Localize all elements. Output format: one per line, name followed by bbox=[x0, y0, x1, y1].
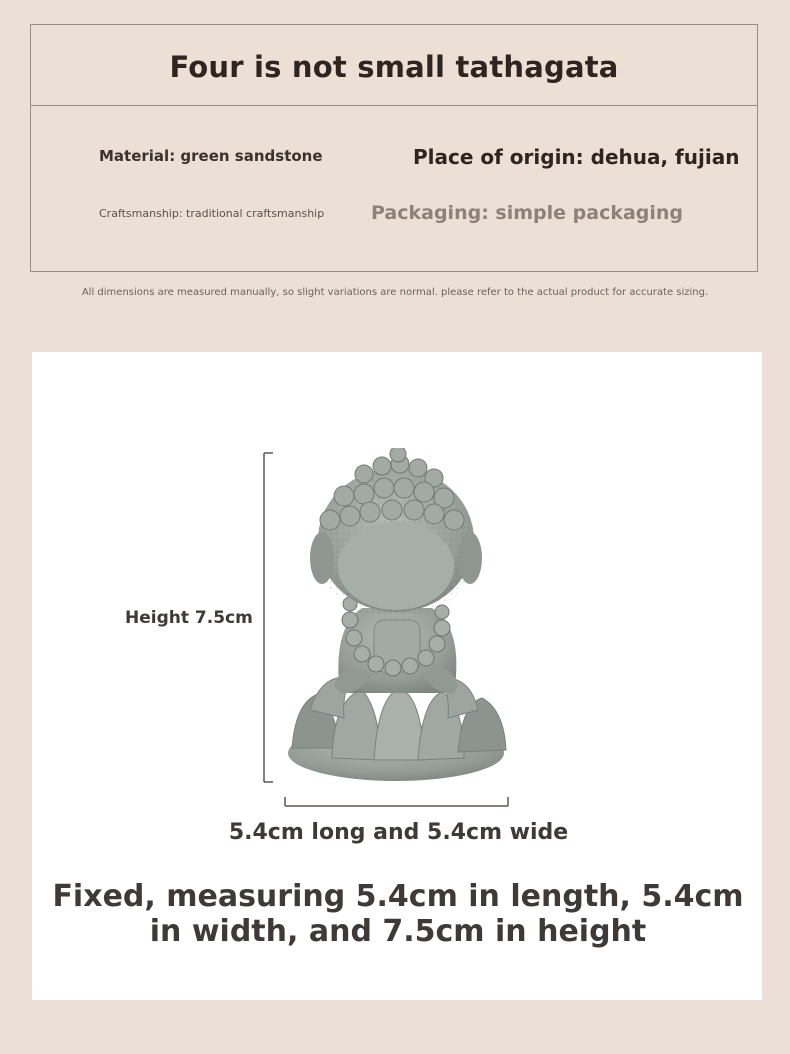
spec-material: Material: green sandstone bbox=[99, 147, 323, 165]
page-title: Four is not small tathagata bbox=[169, 50, 619, 84]
measurement-note: All dimensions are measured manually, so slight variations are normal. please refer to the actual product for accurate sizing. bbox=[81, 287, 709, 298]
spec-table bbox=[30, 24, 758, 272]
spec-origin: Place of origin: dehua, fujian bbox=[413, 145, 740, 169]
spec-packaging: Packaging: simple packaging bbox=[371, 202, 684, 224]
height-bracket bbox=[262, 452, 274, 784]
height-label: Height 7.5cm bbox=[125, 608, 253, 628]
width-bracket bbox=[284, 796, 510, 808]
dimension-summary: Fixed, measuring 5.4cm in length, 5.4cm in width, and 7.5cm in height bbox=[52, 879, 744, 949]
spec-craftsmanship: Craftsmanship: traditional craftsmanship bbox=[99, 207, 325, 220]
spec-title-row bbox=[31, 25, 757, 106]
hair-curls bbox=[320, 448, 464, 530]
buddha-figurine-image bbox=[282, 448, 514, 788]
width-label: 5.4cm long and 5.4cm wide bbox=[228, 820, 569, 845]
